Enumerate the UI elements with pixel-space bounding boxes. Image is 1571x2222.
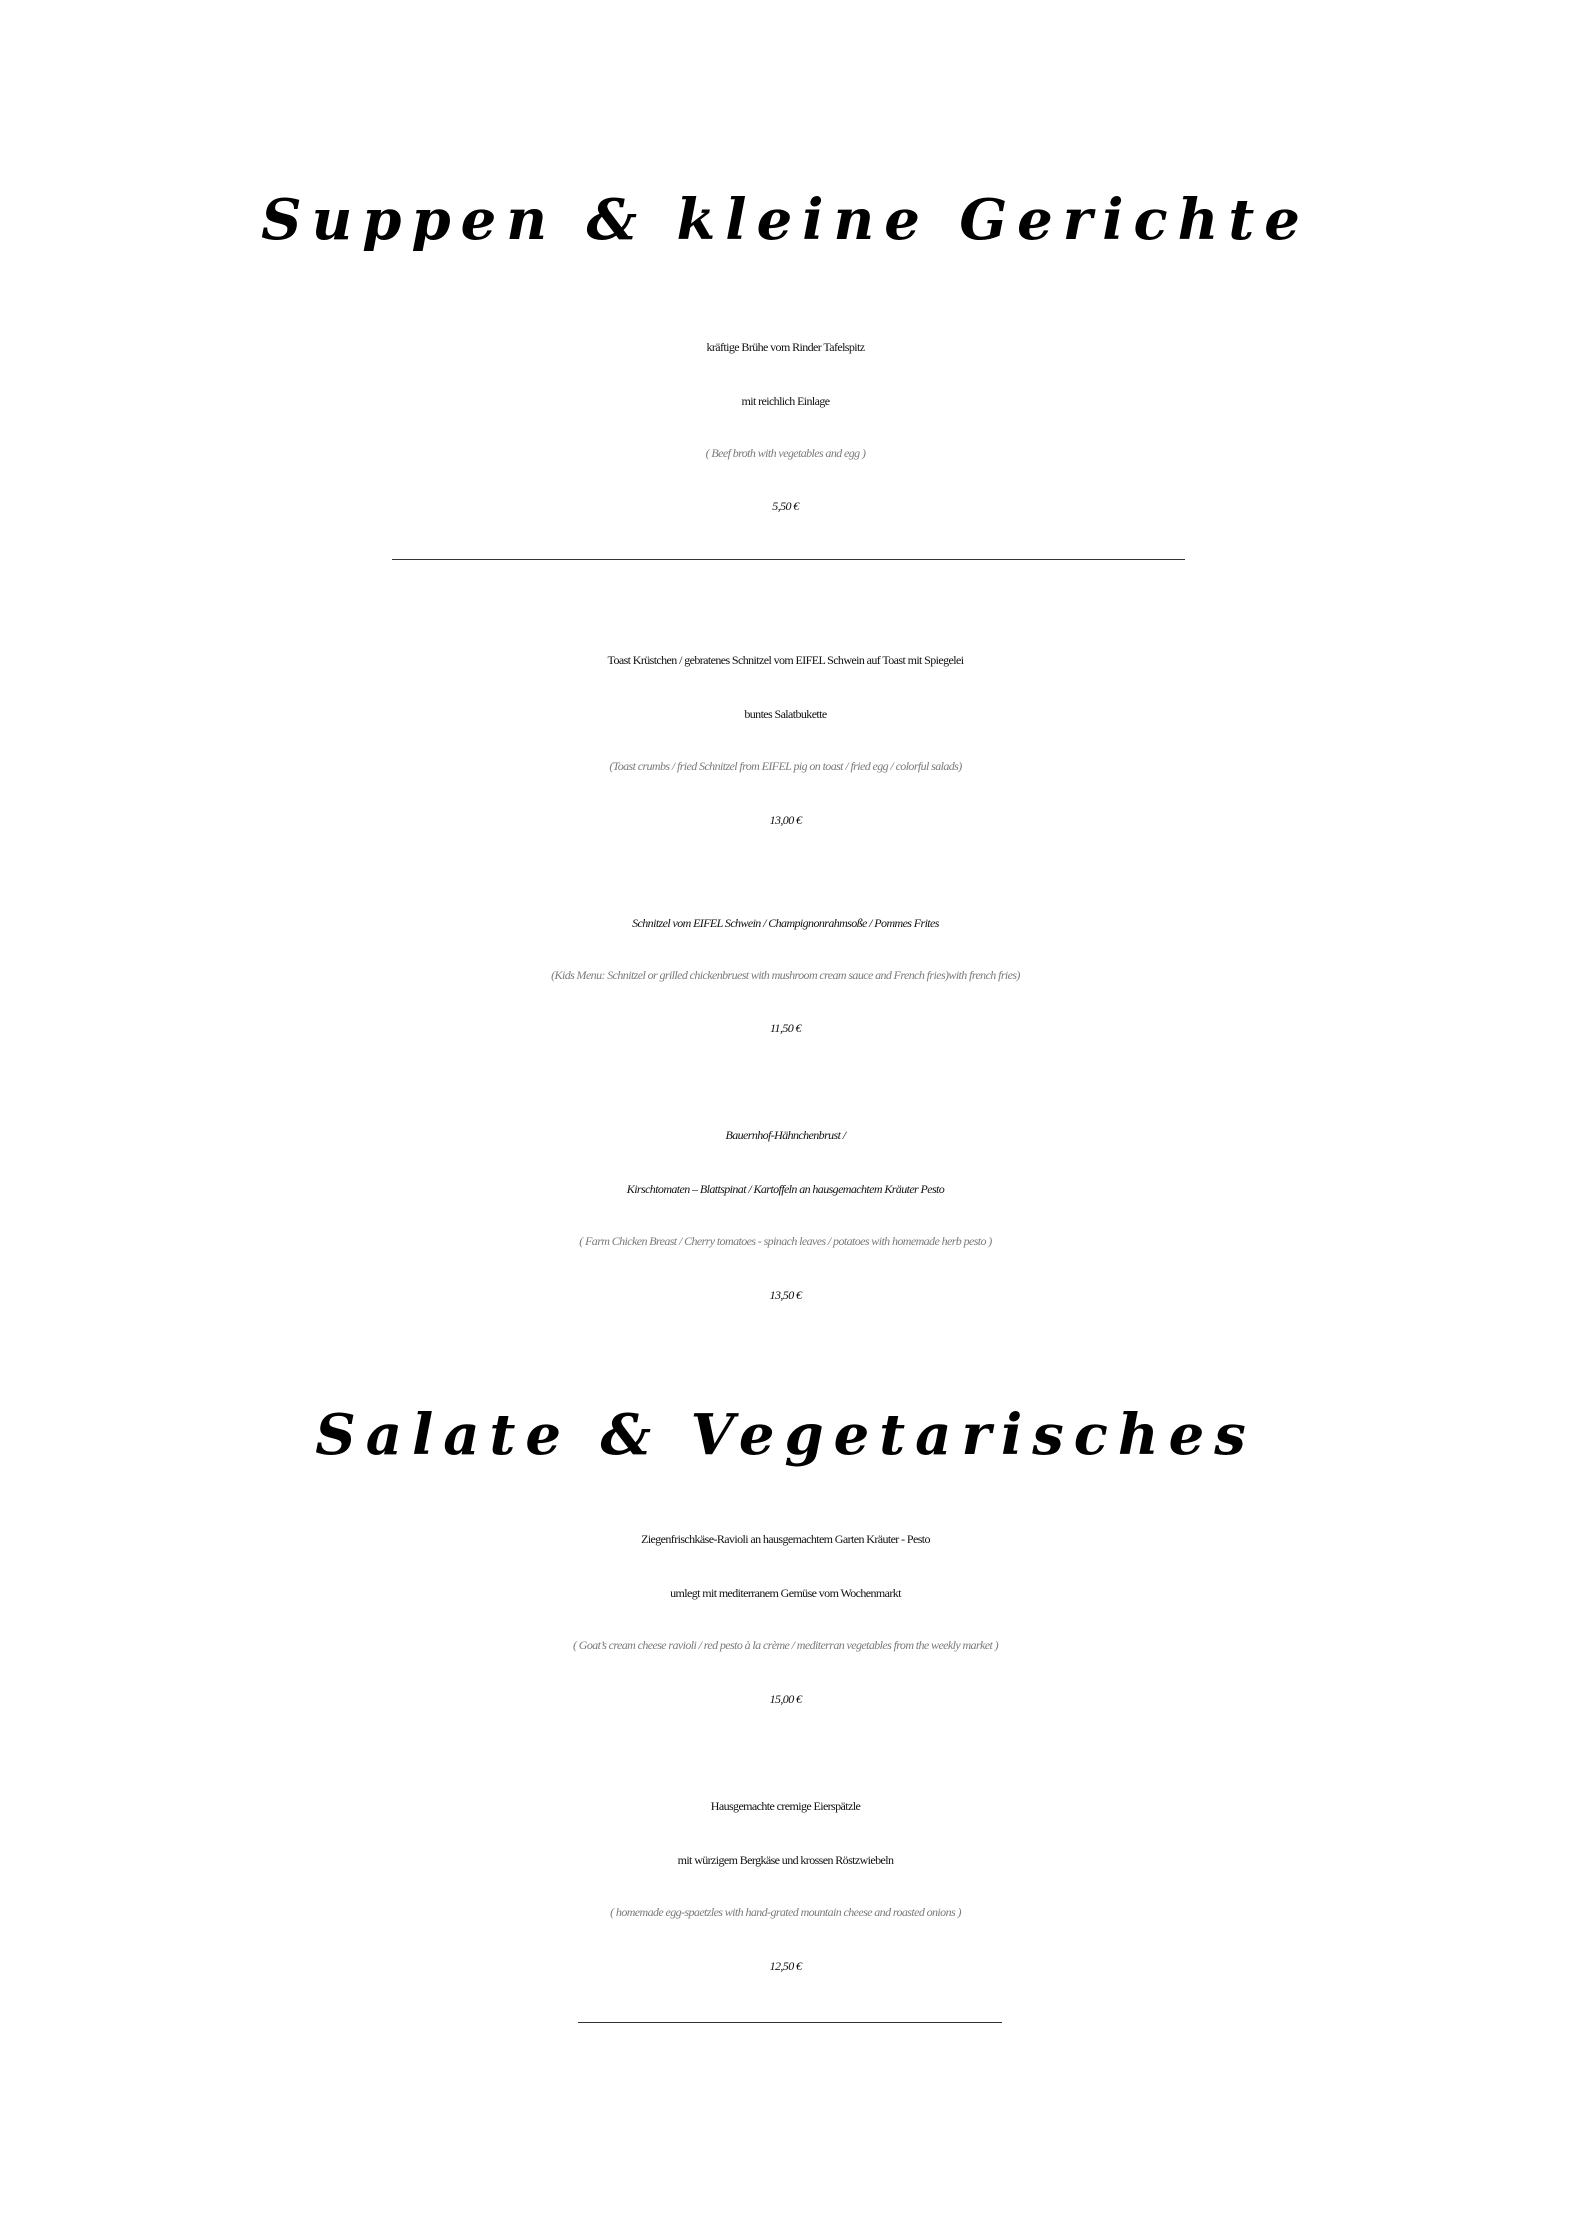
menu-item-name: kräftige Brühe vom Rinder Tafelspitz (706, 340, 865, 354)
menu-item-price: 11,50 € (770, 1021, 801, 1035)
menu-item-price: 5,50 € (772, 499, 799, 513)
menu-item-translation: ( Goat’s cream cheese ravioli / red pesto à la crème / mediterran vegetables from the weekly market ) (572, 1638, 999, 1652)
menu-item-price: 12,50 € (769, 1959, 802, 1973)
menu-item-name-line2: buntes Salatbukette (744, 707, 827, 721)
menu-item-price: 13,50 € (769, 1288, 802, 1302)
menu-item-price: 15,00 € (769, 1692, 802, 1706)
menu-item-translation: ( Beef broth with vegetables and egg ) (705, 446, 866, 460)
menu-item-price: 13,00 € (769, 813, 802, 827)
menu-item-translation: (Toast crumbs / fried Schnitzel from EIFEL pig on toast / fried egg / colorful salads) (609, 759, 962, 773)
divider-rule (578, 2022, 1002, 2023)
menu-item-name-line2: mit würzigem Bergkäse und krossen Röstzwiebeln (677, 1853, 894, 1867)
menu-item-name: Toast Krüstchen / gebratenes Schnitzel vom EIFEL Schwein auf Toast mit Spiegelei (607, 653, 964, 667)
section-title-salads: Salate & Vegetarisches (315, 1402, 1256, 1468)
menu-item-translation: ( homemade egg-spaetzles with hand-grated mountain cheese and roasted onions ) (610, 1905, 961, 1919)
menu-item-name-line2: umlegt mit mediterranem Gemüse vom Wochenmarkt (670, 1586, 901, 1600)
menu-item-translation: (Kids Menu: Schnitzel or grilled chickenbruest with mushroom cream sauce and French fries)with french fries) (551, 968, 1020, 982)
menu-item-name: Hausgemachte cremige Eierspätzle (710, 1799, 861, 1813)
menu-item-name: Bauernhof-Hähnchenbrust / (725, 1128, 846, 1142)
menu-item-name-line2: mit reichlich Einlage (741, 394, 830, 408)
menu-item-name-line2: Kirschtomaten – Blattspinat / Kartoffeln an hausgemachtem Kräuter Pesto (626, 1182, 945, 1196)
section-title-soups: Suppen & kleine Gerichte (261, 187, 1310, 253)
menu-item-name: Schnitzel vom EIFEL Schwein / Champignonrahmsoße / Pommes Frites (632, 916, 939, 930)
menu-item-name: Ziegenfrischkäse-Ravioli an hausgemachtem Garten Kräuter - Pesto (641, 1532, 930, 1546)
divider-rule (392, 559, 1185, 560)
menu-item-translation: ( Farm Chicken Breast / Cherry tomatoes - spinach leaves / potatoes with homemade herb pesto ) (579, 1234, 992, 1248)
